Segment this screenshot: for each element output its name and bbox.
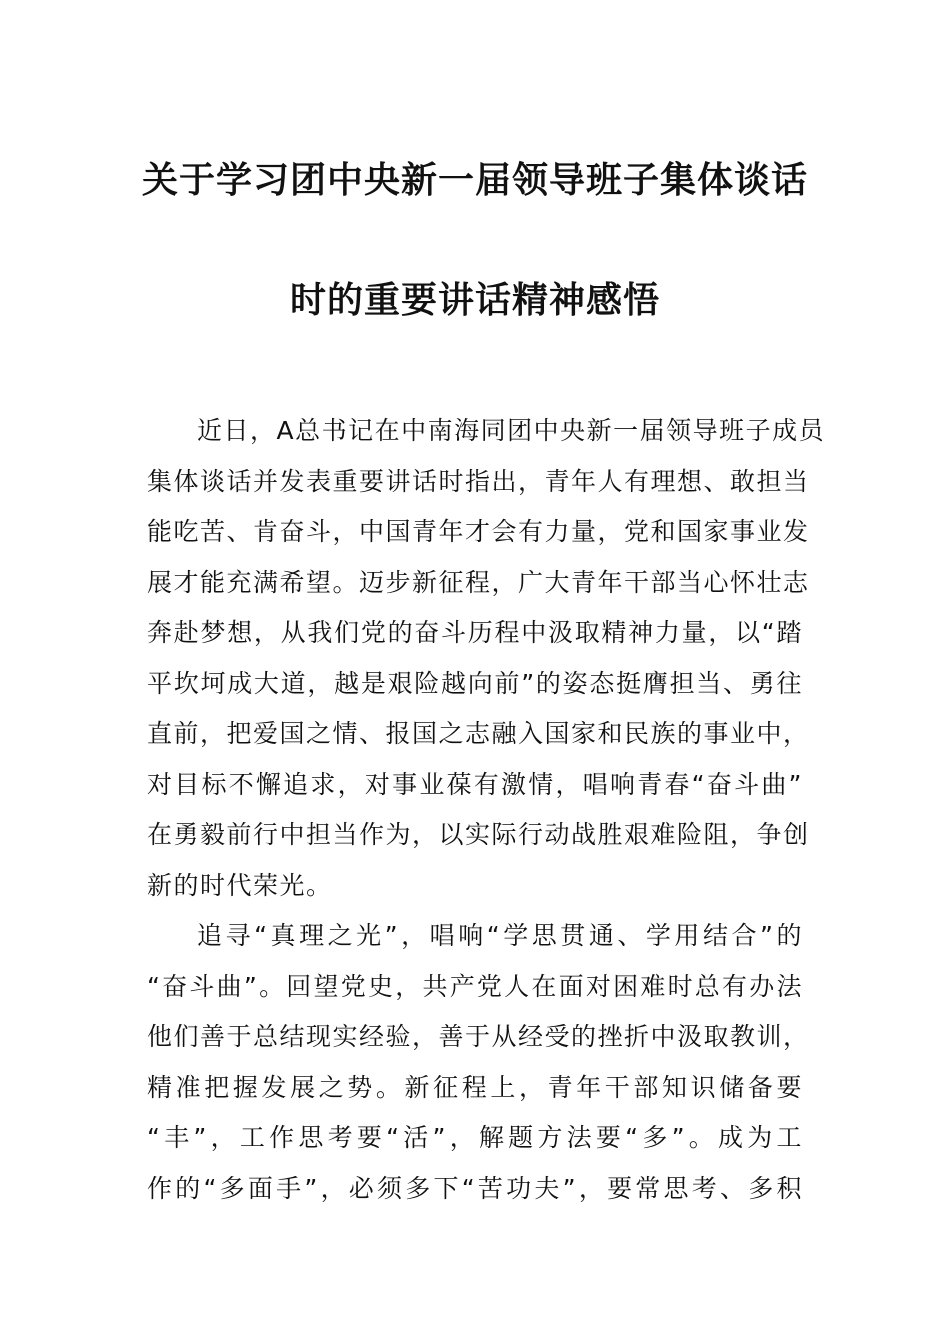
paragraph-line: 展才能充满希望。迈步新征程，广大青年干部当心怀壮志 <box>147 567 810 597</box>
paragraph-line: 追寻“真理之光”，唱响“学思贯通、学用结合”的 <box>197 921 803 950</box>
document-title-line-1: 关于学习团中央新一届领导班子集体谈话 <box>141 159 808 201</box>
paragraph-line: 平坎坷成大道，越是艰险越向前”的姿态挺膺担当、勇往 <box>147 668 803 698</box>
paragraph-line: 对目标不懈追求，对事业葆有激情，唱响青春“奋斗曲” <box>147 769 803 799</box>
paragraph-line: 在勇毅前行中担当作为，以实际行动战胜艰难险阻，争创 <box>147 820 810 849</box>
paragraph-line: 近日，A总书记在中南海同团中央新一届领导班子成员 <box>197 416 826 445</box>
paragraph-line: 新的时代荣光。 <box>147 870 333 900</box>
paragraph-line: “奋斗曲”。回望党史，共产党人在面对困难时总有办法 <box>147 971 803 1001</box>
paragraph-line: 集体谈话并发表重要讲话时指出，青年人有理想、敢担当 <box>147 466 810 496</box>
paragraph-line: 直前，把爱国之情、报国之志融入国家和民族的事业中， <box>147 719 810 748</box>
document-title-line-2: 时的重要讲话精神感悟 <box>289 279 660 321</box>
document-body <box>147 406 826 1214</box>
paragraph-2 <box>147 911 810 1214</box>
paragraph-line: 能吃苦、肯奋斗，中国青年才会有力量，党和国家事业发 <box>147 517 810 546</box>
paragraph-line: 他们善于总结现实经验，善于从经受的挫折中汲取教训， <box>147 1022 810 1051</box>
paragraph-line: 精准把握发展之势。新征程上，青年干部知识储备要 <box>147 1072 803 1102</box>
paragraph-line: 奔赴梦想，从我们党的奋斗历程中汲取精神力量，以“踏 <box>147 618 803 647</box>
paragraph-line: 作的“多面手”，必须多下“苦功夫”，要常思考、多积 <box>147 1173 803 1203</box>
paragraph-1 <box>147 406 826 911</box>
paragraph-line: “丰”，工作思考要“活”，解题方法要“多”。成为工 <box>147 1123 803 1152</box>
